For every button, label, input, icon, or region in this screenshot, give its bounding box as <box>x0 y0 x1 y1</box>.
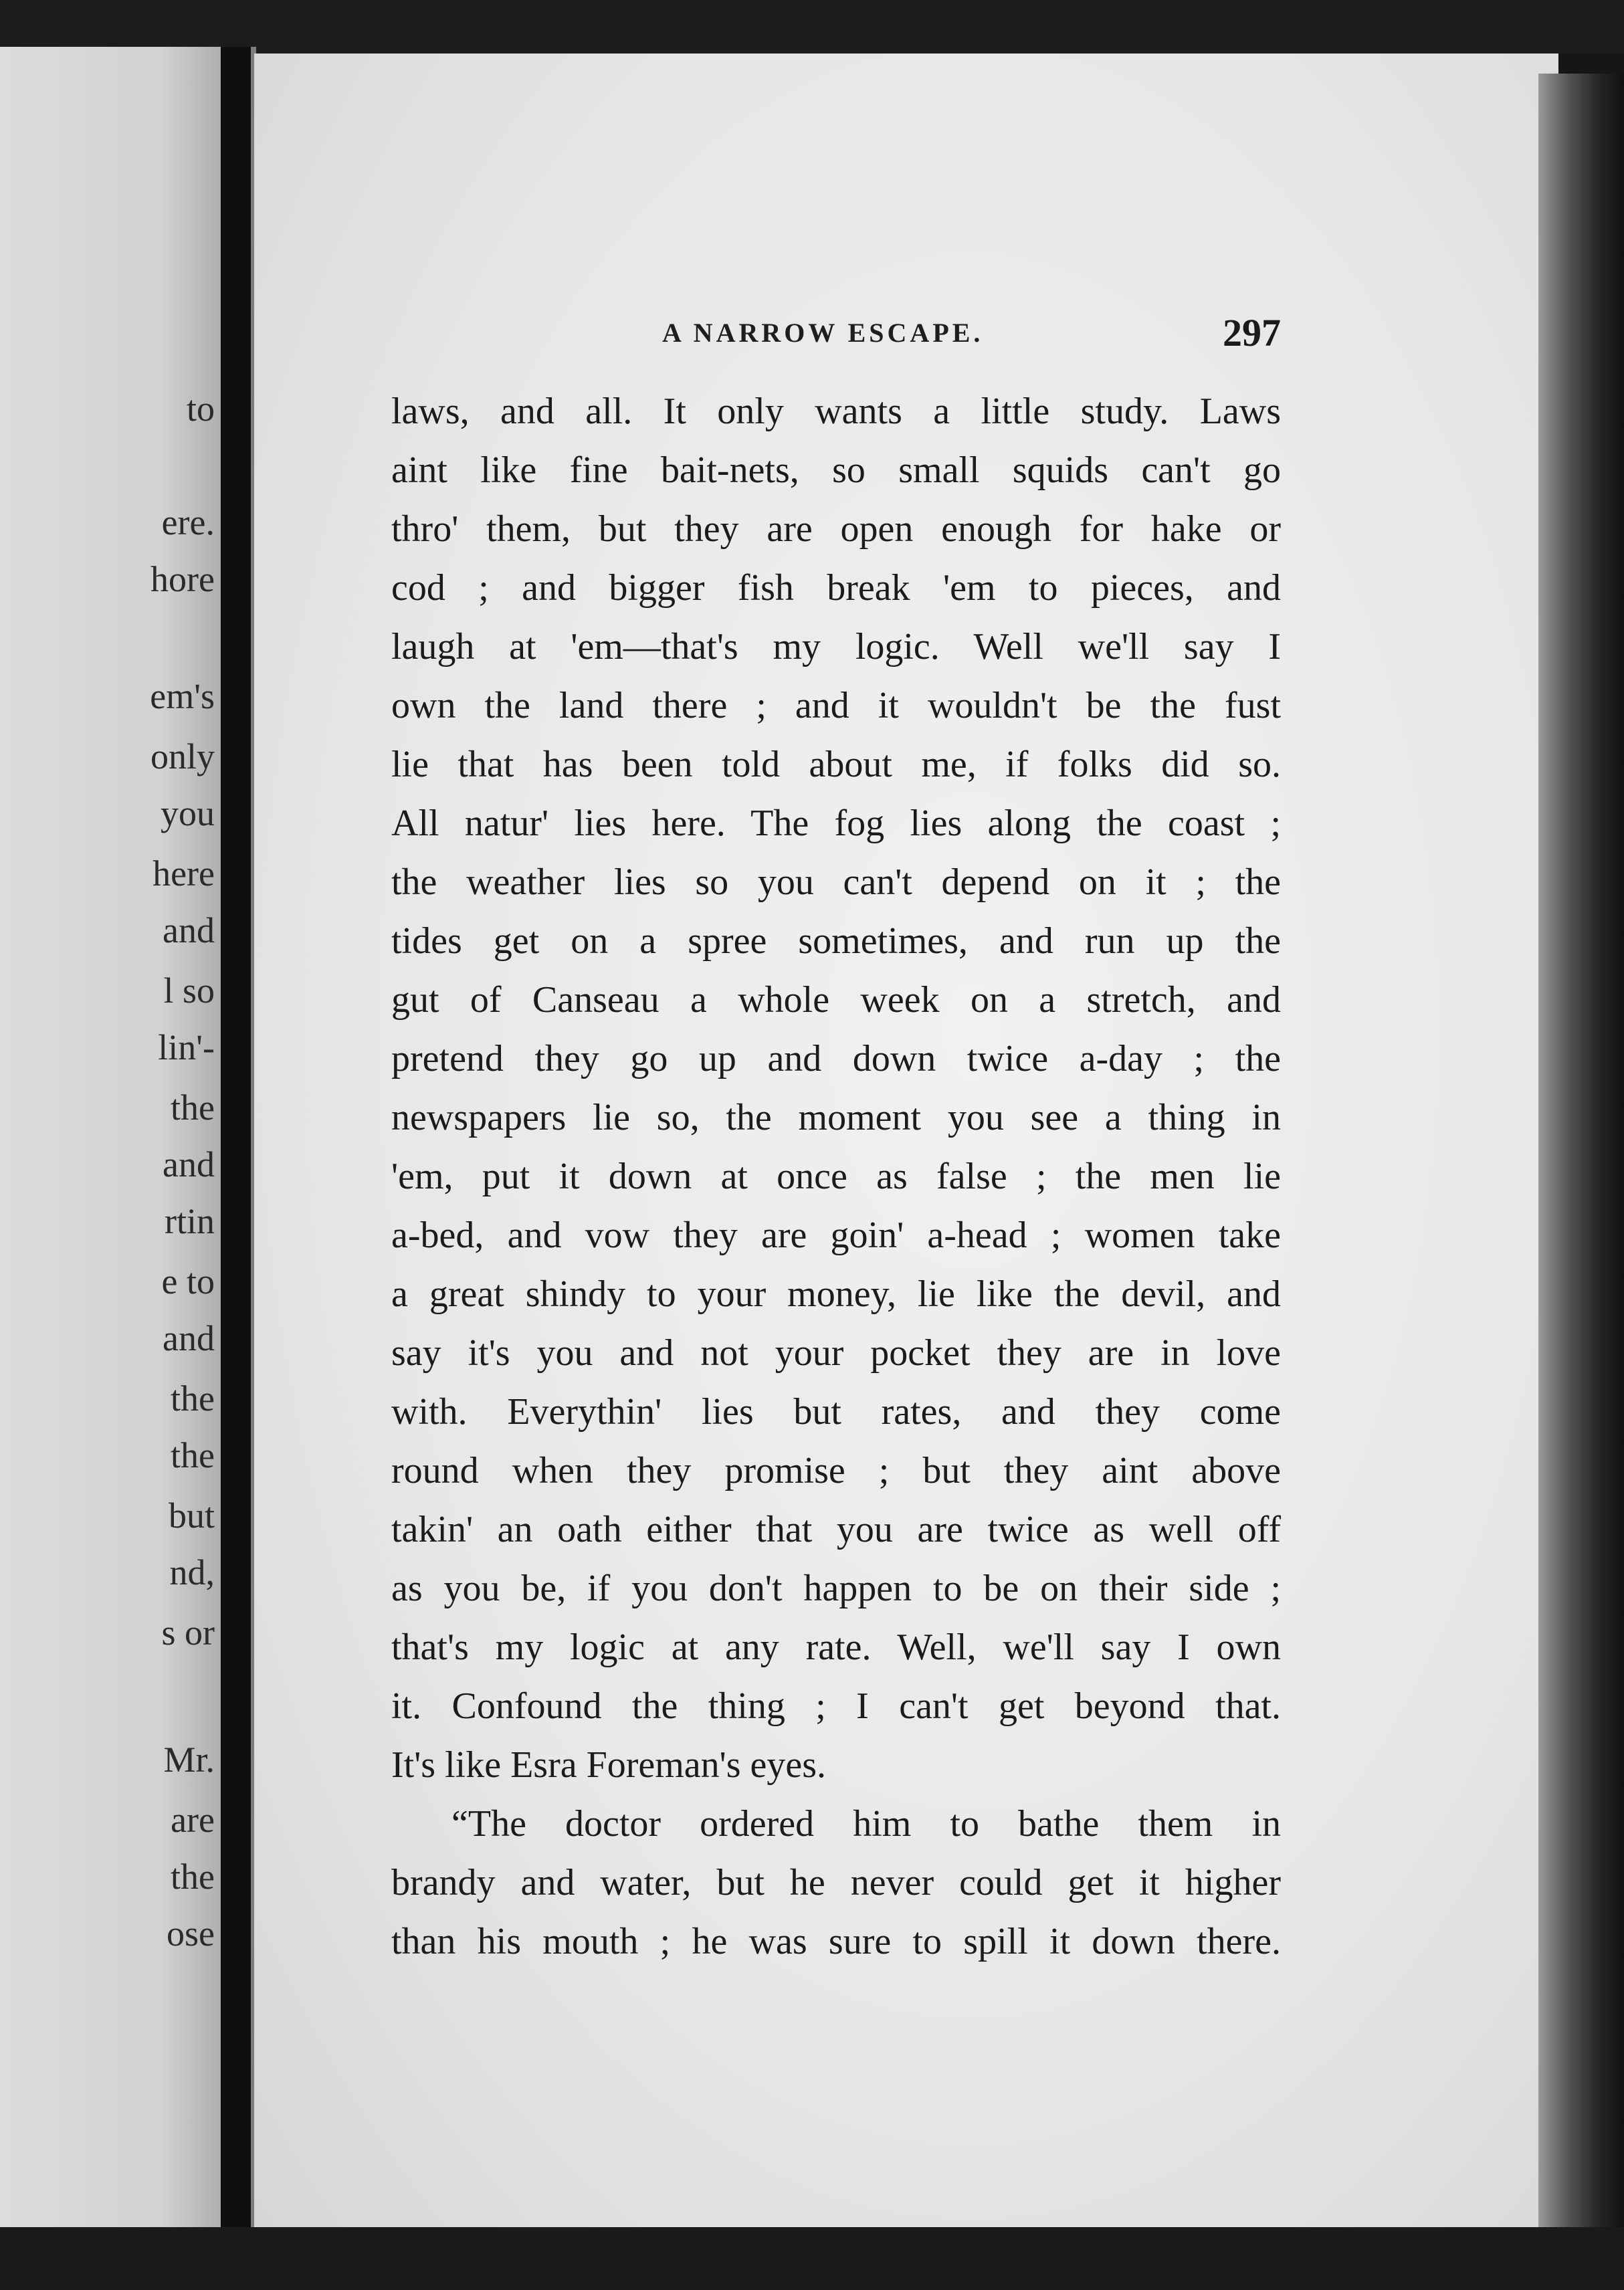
text-line: brandy and water, but he never could get it higher <box>391 1862 1281 1903</box>
left-page-fragment: to <box>186 389 215 429</box>
text-line: aint like fine bait-nets, so small squids can't go <box>391 449 1281 491</box>
left-page-fragment: but <box>168 1495 215 1536</box>
left-page-fragment: the <box>171 1087 215 1128</box>
scan-bottom-border <box>0 2227 1624 2290</box>
left-page-fragment: ere. <box>161 502 215 542</box>
left-page-fragment: em's <box>150 676 215 716</box>
left-page-fragment: rtin <box>165 1201 215 1241</box>
left-page-fragment: s or <box>161 1612 215 1653</box>
text-line: It's like Esra Foreman's eyes. <box>391 1744 827 1786</box>
left-page-fragment: e to <box>161 1261 215 1302</box>
left-page-fragment: and <box>163 910 215 950</box>
text-line: laugh at 'em—that's my logic. Well we'll say I <box>391 626 1281 667</box>
left-page-fragment: the <box>171 1857 215 1897</box>
text-line: own the land there ; and it wouldn't be the fust <box>391 685 1281 726</box>
left-page-fragment: are <box>171 1800 215 1840</box>
left-page-fragment: the <box>171 1378 215 1419</box>
left-page-fragment: the <box>171 1435 215 1475</box>
left-page-fragment: ose <box>167 1913 215 1954</box>
page-edge-shadow <box>1538 74 1624 2227</box>
left-page-fragment: and <box>163 1318 215 1358</box>
text-line: 'em, put it down at once as false ; the men lie <box>391 1156 1281 1197</box>
scan-top-border <box>0 0 1624 54</box>
text-line: that's my logic at any rate. Well, we'll say I own <box>391 1627 1281 1668</box>
left-page-fragment: and <box>163 1144 215 1184</box>
left-page-fragment: Mr. <box>163 1740 215 1780</box>
text-line: takin' an oath either that you are twice as well off <box>391 1509 1281 1550</box>
running-header <box>662 306 1281 360</box>
text-line: a great shindy to your money, lie like the devil, and <box>391 1273 1281 1315</box>
text-line: All natur' lies here. The fog lies along the coast ; <box>391 803 1281 844</box>
left-page-fragment: l so <box>163 970 215 1011</box>
text-line: tides get on a spree sometimes, and run up the <box>391 920 1281 962</box>
left-page-fragment: only <box>150 736 215 776</box>
text-line: lie that has been told about me, if folks did so. <box>391 744 1281 785</box>
left-page-fragment: hore <box>150 559 215 599</box>
book-spine <box>221 47 254 2230</box>
left-page-fragment: here <box>153 853 215 894</box>
text-line: than his mouth ; he was sure to spill it down there. <box>391 1921 1281 1962</box>
running-title: A NARROW ESCAPE. <box>662 318 984 348</box>
text-line: as you be, if you don't happen to be on their side ; <box>391 1568 1281 1609</box>
text-line: newspapers lie so, the moment you see a thing in <box>391 1097 1281 1138</box>
left-page <box>0 47 231 2230</box>
text-line: the weather lies so you can't depend on it ; the <box>391 861 1281 903</box>
text-line: laws, and all. It only wants a little study. Laws <box>391 391 1281 432</box>
text-line: gut of Canseau a whole week on a stretch, and <box>391 979 1281 1021</box>
text-line: round when they promise ; but they aint above <box>391 1450 1281 1491</box>
text-line: it. Confound the thing ; I can't get beyond that. <box>391 1685 1281 1727</box>
text-line: with. Everythin' lies but rates, and they come <box>391 1391 1281 1433</box>
text-line: a-bed, and vow they are goin' a-head ; women take <box>391 1215 1281 1256</box>
text-line: pretend they go up and down twice a-day ; the <box>391 1038 1281 1079</box>
page-number: 297 <box>1223 311 1281 354</box>
left-page-fragment: lin'- <box>158 1027 215 1067</box>
text-line: thro' them, but they are open enough for hake or <box>391 508 1281 550</box>
text-line: cod ; and bigger fish break 'em to pieces, and <box>391 567 1281 609</box>
text-line: say it's you and not your pocket they are in love <box>391 1332 1281 1374</box>
left-page-fragment: nd, <box>169 1552 215 1592</box>
text-line: “The doctor ordered him to bathe them in <box>451 1803 1281 1845</box>
left-page-fragment: you <box>161 793 215 833</box>
